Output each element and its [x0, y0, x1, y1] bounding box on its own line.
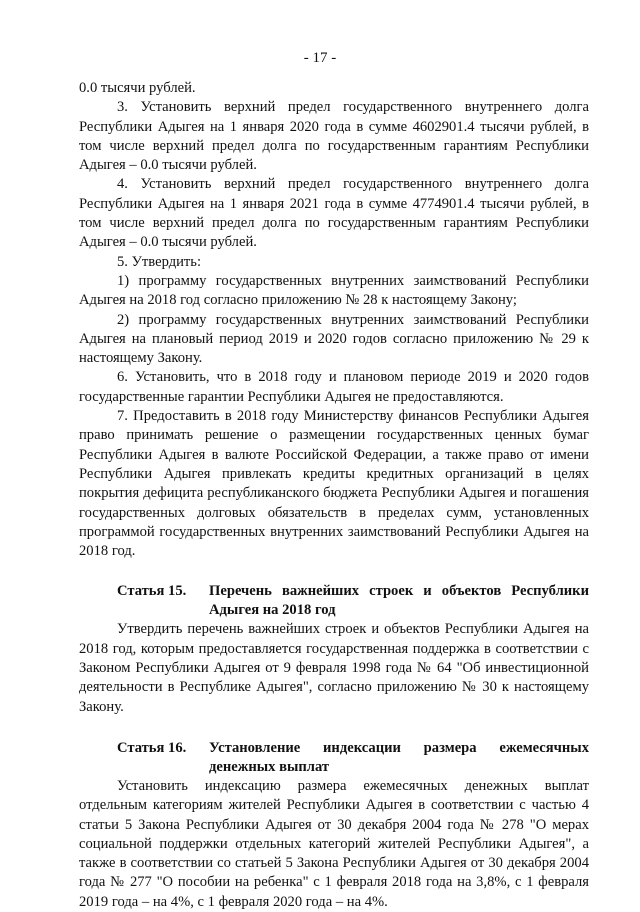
- article-number: Статья 16.: [117, 739, 187, 756]
- paragraph: 0.0 тысячи рублей.: [79, 80, 196, 96]
- article-15-heading: [79, 582, 589, 620]
- article-16-heading: [79, 739, 589, 777]
- page-number: - 17 -: [303, 50, 337, 66]
- article-number: Статья 15.: [117, 583, 187, 600]
- paragraph: 2) программу государственных внутренних заимствований Республики Адыгея на плановый период 2019 и 2020 годов согласно приложению № 29 к настоящему Закону.: [79, 311, 589, 367]
- article-title: Перечень важнейших строек и объектов Республики Адыгея на 2018 год: [209, 583, 589, 619]
- paragraph: 5. Утвердить:: [117, 253, 202, 270]
- paragraph: 7. Предоставить в 2018 году Министерству финансов Республики Адыгея право принимать решение о размещении государственных ценных бумаг Республики Адыгея в валюте Российской Федерации, а также право от имени Республики Адыгея привлекать кредиты кредитных организаций в целях покрытия дефицита республиканского бюджета Республики Адыгея и погашения государственных долговых обязательств в пределах сумм, установленных программой государственных внутренних заимствований Республики Адыгея на 2018 год.: [79, 408, 589, 560]
- article-16-text: Установить индексацию размера ежемесячных денежных выплат отдельным категориям жителей Республики Адыгея в соответствии с частью 4 статьи 5 Закона Республики Адыгея от 30 декабря 2004 года № 278 "О мерах социальной поддержки отдельных категорий жителей Республики Адыгея", а также в соответствии со статьей 5 Закона Республики Адыгея от 30 декабря 2004 года № 277 "О пособии на ребенка" с 1 февраля 2018 года на 3,8%, с 1 февраля 2019 года – на 4%, с 1 февраля 2020 года – на 4%.: [79, 777, 589, 910]
- document-body: [79, 79, 589, 912]
- paragraph: 3. Установить верхний предел государственного внутреннего долга Республики Адыгея на 1 января 2020 года в сумме 4602901.4 тысячи рублей, в том числе верхний предел долга по государственным гарантиям Республики Адыгея – 0.0 тысячи рублей.: [79, 99, 589, 174]
- article-15-text: Утвердить перечень важнейших строек и объектов Республики Адыгея на 2018 год, которым предоставляется государственная поддержка в соответствии с Законом Республики Адыгея от 9 февраля 1998 года № 64 "Об инвестиционной деятельности в Республике Адыгея", согласно приложению № 30 к настоящему Закону.: [79, 621, 589, 715]
- paragraph: 6. Установить, что в 2018 году и плановом периоде 2019 и 2020 годов государственные гарантии Республики Адыгея не предоставляются.: [79, 369, 589, 405]
- paragraph: 1) программу государственных внутренних заимствований Республики Адыгея на 2018 год согласно приложению № 28 к настоящему Закону;: [79, 272, 589, 309]
- article-title: Установление индексации размера ежемесячных денежных выплат: [209, 739, 589, 775]
- paragraph: 4. Установить верхний предел государственного внутреннего долга Республики Адыгея на 1 января 2021 года в сумме 4774901.4 тысячи рублей, в том числе верхний предел долга по государственным гарантиям Республики Адыгея – 0.0 тысячи рублей.: [79, 176, 589, 251]
